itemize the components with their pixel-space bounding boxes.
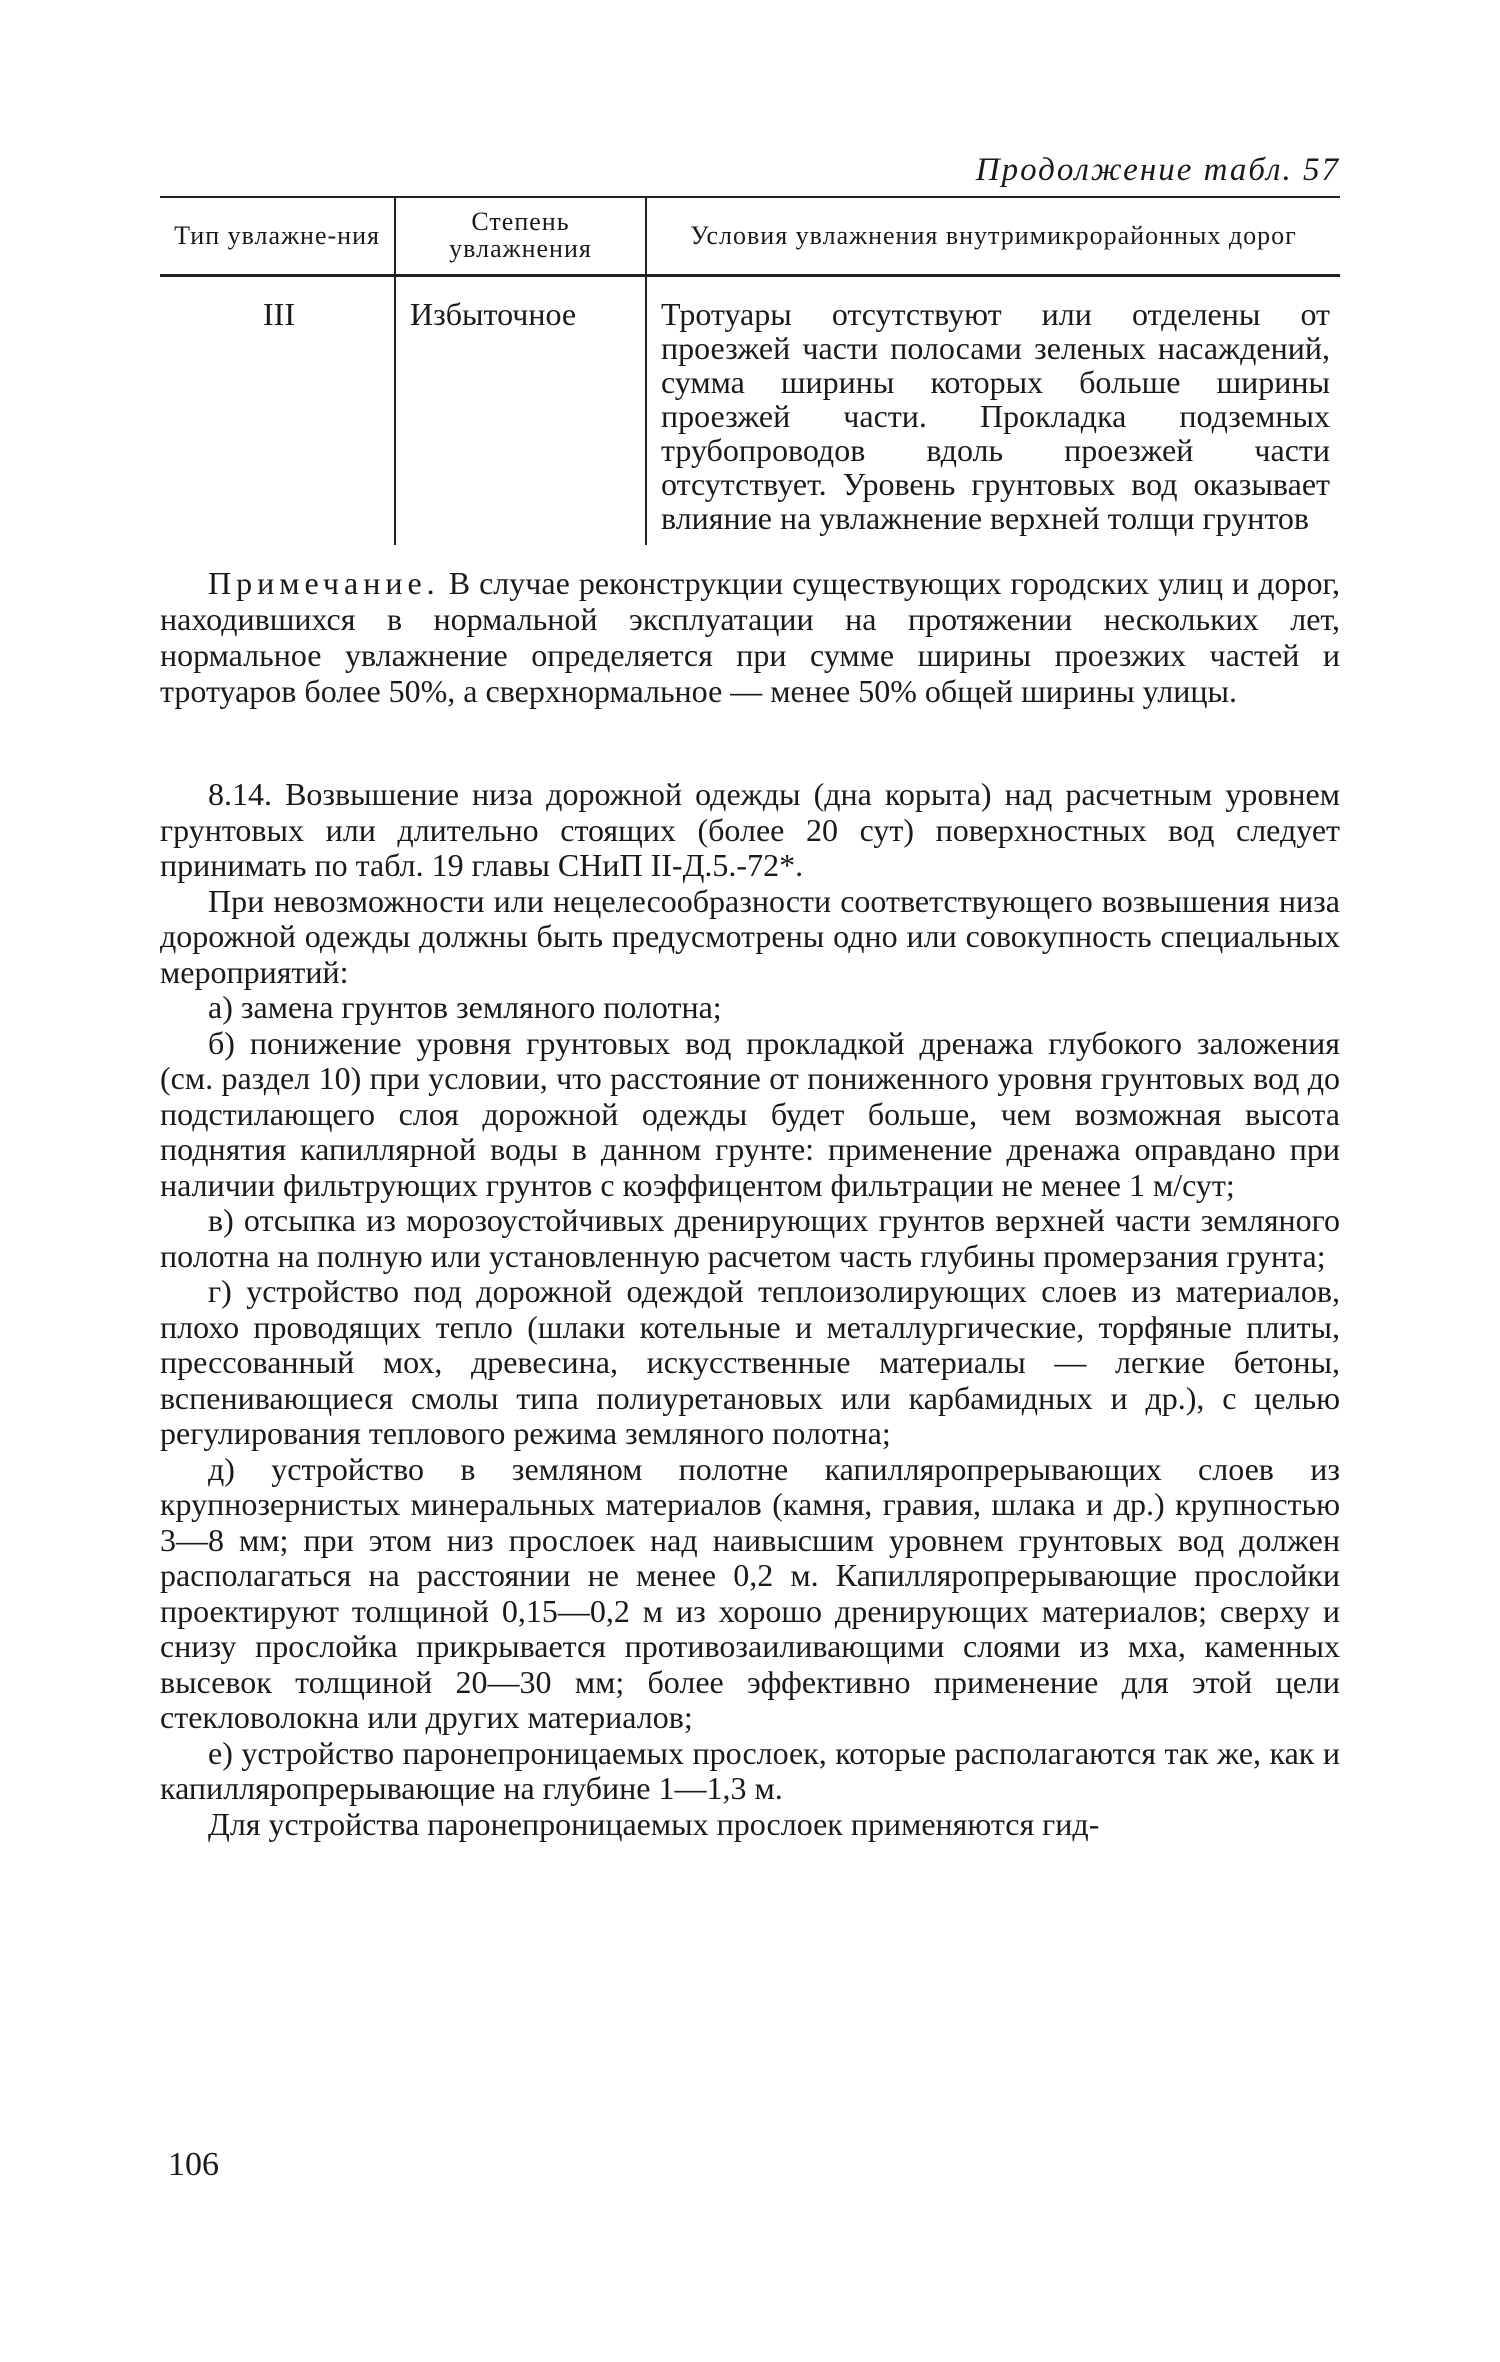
header-moisture-degree: Степень увлажнения [395, 197, 646, 276]
cell-conditions: Тротуары отсутствуют или отделены от проезжей части полосами зеленых насаждений, сумма ширины которых больше ширины проезжей части. Прокладка подземных трубопроводов вдоль проезжей части отсутствует. Уровень грунтовых вод оказывает влияние на увлажнение верхней толщи грунтов [661, 296, 1330, 536]
table-header-row [160, 197, 1340, 276]
paragraph-vapor-barriers: Для устройства паронепроницаемых прослоек применяются гид- [208, 1805, 1100, 1842]
page-content [160, 150, 1340, 1842]
header-moisture-type: Тип увлажне-ния [160, 197, 395, 276]
list-item-g: г) устройство под дорожной одеждой теплоизолирующих слоев из материалов, плохо проводящих тепло (шлаки котельные и металлургические, торфяные плиты, прессованный мох, древесина, искусственные материалы — легкие бетоны, вспенивающиеся смолы типа полиуретановых или карбамидных и др.), с целью регулирования теплового режима земляного полотна; [160, 1273, 1340, 1451]
moisture-table [160, 196, 1340, 545]
paragraph-8-14: 8.14. Возвышение низа дорожной одежды (дна корыта) над расчетным уровнем грунтовых или длительно стоящих (более 20 сут) поверхностных вод следует принимать по табл. 19 главы СНиП II-Д.5.-72*. [160, 776, 1340, 883]
cell-type: III [160, 276, 395, 546]
body-text [160, 777, 1340, 1842]
list-item-a: а) замена грунтов земляного полотна; [208, 989, 722, 1025]
table-note [160, 565, 1340, 709]
note-text: В случае реконструкции существующих городских улиц и дорог, находившихся в нормальной эксплуатации на протяжении нескольких лет, нормальное увлажнение определяется при сумме ширины проезжих частей и тротуаров более 50%, а сверхнормальное — менее 50% общей ширины улицы. [160, 565, 1341, 709]
header-moisture-conditions: Условия увлажнения внутримикрорайонных дорог [646, 197, 1340, 276]
paragraph-measures-intro: При невозможности или нецелесообразности соответствующего возвышения низа дорожной одежды должны быть предусмотрены одно или совокупность специальных мероприятий: [160, 882, 1340, 990]
list-item-v: в) отсыпка из морозоустойчивых дренирующих грунтов верхней части земляного полотна на полную или установленную расчетом часть глубины промерзания грунта; [160, 1202, 1340, 1274]
list-item-d: д) устройство в земляном полотне капилляропрерывающих слоев из крупнозернистых минеральных материалов (камня, гравия, шлака и др.) крупностью 3—8 мм; при этом низ прослоек над наивысшим уровнем грунтовых вод должен располагаться на расстоянии не менее 0,2 м. Капилляропрерывающие прослойки проектируют толщиной 0,15—0,2 м из хорошо дренирующих материалов; сверху и снизу прослойка прикрывается противозаиливающими слоями из мха, каменных высевок толщиной 20—30 мм; более эффективно применение для этой цели стекловолокна или других материалов; [160, 1450, 1340, 1735]
table-row [160, 276, 1340, 546]
list-item-e: е) устройство паронепроницаемых прослоек, которые располагаются так же, как и капилляропрерывающие на глубине 1—1,3 м. [160, 1734, 1340, 1806]
table-continuation-caption: Продолжение табл. 57 [975, 152, 1340, 188]
list-item-b: б) понижение уровня грунтовых вод прокладкой дренажа глубокого заложения (см. раздел 10) при условии, что расстояние от пониженного уровня грунтовых вод до подстилающего слоя дорожной одежды будет больше, чем возможная высота поднятия капиллярной воды в данном грунте: применение дренажа оправдано при наличии фильтрующих грунтов с коэффицентом фильтрации не менее 1 м/сут; [160, 1024, 1340, 1203]
cell-degree: Избыточное [395, 276, 646, 546]
note-label: Примечание. [208, 565, 440, 601]
page-number: 106 [168, 2146, 219, 2183]
